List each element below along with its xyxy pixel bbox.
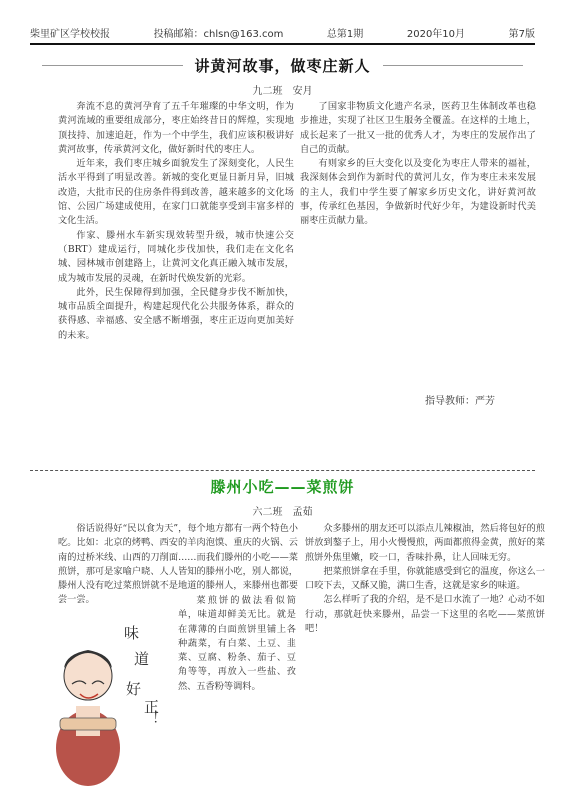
article2-paragraph: 俗话说得好“民以食为天”，每个地方都有一两个特色小吃。比如：北京的烤鸭、西安的羊肉泡馍、重庆的火锅、云南的过桥米线、山西的刀削面……而我们滕州的小吃——菜煎饼，那可是家喻户晓、人人皆知的滕州小吃，别人都说，滕州人没有吃过菜煎饼就不是地道的滕州人，来滕州也都要尝一尝。 <box>58 523 298 606</box>
article1-paragraph: 奔流不息的黄河孕育了五千年璀璨的中华文明，作为黄河流域的重要组成部分，枣庄始终昔日的辉煌，实现地顶技持、加速追赶，作为一个中学生，我们应该积极讲好黄河故事，传承黄河文化，做好新时代的枣庄人。 <box>58 101 294 155</box>
article2-paragraph: 怎么样听了我的介绍，是不是口水流了一地？心动不如行动，那就赶快来滕州，品尝一下这里的名吃——菜煎饼吧！ <box>305 594 545 635</box>
article1-title-bar <box>30 54 535 76</box>
illustration-char: ！ <box>152 708 168 726</box>
article1-paragraph: 有则家乡的巨大变化以及变化为枣庄人带来的福祉，我深刻体会到作为新时代的黄河儿女，作为枣庄未来发展的主人，我们中学生要了解家乡历史文化，讲好黄河故事，传承红色基因，争做新时代好少年，为建设新时代美丽枣庄贡献力量。 <box>300 158 536 227</box>
article2-paragraph: 众多滕州的朋友还可以添点儿辣椒油，然后将包好的煎饼放到鏊子上，用小火慢慢煎，两面都煎得金黄，煎好的菜煎饼外焦里嫩，咬一口，香味扑鼻，让人回味无穷。 <box>305 523 545 563</box>
illustration-char: 味 <box>124 624 140 642</box>
chef-illustration-icon <box>52 598 170 788</box>
article2-paragraph: 把菜煎饼拿在手里，你就能感受到它的温度，你这么一口咬下去，又酥又脆，满口生香，这就是家乡的味道。 <box>305 565 545 592</box>
article2-right-column <box>305 522 545 790</box>
article1-paragraph: 近年来，我们枣庄城乡面貌发生了深刻变化，人民生活水平得到了明显改善。新城的变化更显日新月异，旧城改造，大批市民的住房条件得到改善，越来越多的文化场馆、公园广场建成使用，在家门口就能享受到丰富多样的文化生活。 <box>58 158 294 227</box>
illustration-handwritten-text <box>124 624 167 726</box>
article2-title: 滕州小吃——菜煎饼 <box>210 478 355 496</box>
article2-paragraph: 菜煎饼的做法看似简单，味道却鲜美无比。就是在薄薄的白面煎饼里铺上各种蔬菜，有白菜、土豆、韭菜、豆腐、粉条、茄子、豆角等等，再放入一些盐、孜然、五香粉等调料。 <box>178 595 296 692</box>
header-date: 2020年10月 <box>406 29 466 40</box>
article1-right-column <box>300 100 536 380</box>
newspaper-header <box>30 18 535 45</box>
article1-left-column <box>58 100 294 462</box>
article2-left-bottom-column <box>178 594 296 790</box>
article1-paragraph: 了国家非物质文化遗产名录，医药卫生体制改革也稳步推进，实现了社区卫生服务全覆盖。在这样的土地上，成长起来了一批又一批的优秀人才，为枣庄的发展作出了自己的贡献。 <box>300 101 536 155</box>
illustration-char: 正 <box>144 698 160 716</box>
chef-illustration <box>52 598 170 788</box>
header-issue: 总第1期 <box>326 29 364 40</box>
article1-title: 讲黄河故事，做枣庄新人 <box>194 56 371 75</box>
article1-paragraph: 作家、滕州水车新实现效转型升级，城市快速公交（BRT）建成运行，同城化步伐加快，我们走在文化名城、园林城市创建路上，让黄河文化真正融入城市发展，成为城市发展的灵魂，在新时代焕发新的光彩。 <box>58 229 294 284</box>
header-paper-name: 柴里矿区学校校报 <box>30 29 110 40</box>
article2-left-top-column <box>58 522 298 606</box>
header-email: 投稿邮箱：chlsn@163.com <box>153 29 284 40</box>
article2-author: 六二班 孟茹 <box>252 507 313 518</box>
illustration-char: 道 <box>134 650 150 668</box>
section-divider <box>30 470 535 471</box>
header-page: 第7版 <box>508 29 535 40</box>
illustration-char: 好 <box>126 680 142 698</box>
article1-author: 九二班 安月 <box>252 86 313 97</box>
article1-paragraph: 此外，民生保障得到加强，全民健身步伐不断加快，城市品质全面提升，构建起现代化公共服务体系，群众的获得感、幸福感、安全感不断增强，枣庄正迈向更加美好的未来。 <box>58 286 294 341</box>
article1-signature: 指导教师：严芳 <box>425 396 495 407</box>
